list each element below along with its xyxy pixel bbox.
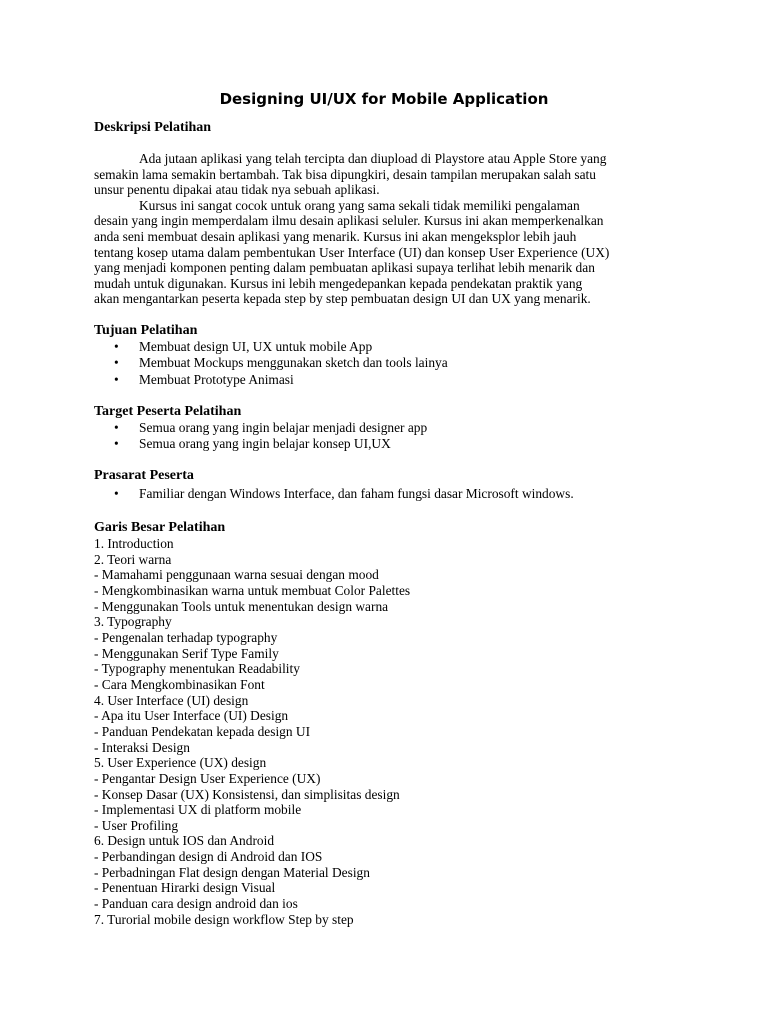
list-item: • Familiar dengan Windows Interface, dan faham fungsi dasar Microsoft windows. — [94, 486, 574, 502]
outline-item: - Interaksi Design — [94, 739, 190, 755]
document-title: Designing UI/UX for Mobile Application — [219, 90, 549, 108]
heading-deskripsi: Deskripsi Pelatihan — [94, 120, 212, 135]
tujuan-list — [94, 339, 448, 388]
paragraph-line: tentang kosep utama dalam pembentukan User Interface (UI) dan konsep User Experience (UX) — [94, 244, 610, 260]
outline-item: - Menggunakan Serif Type Family — [94, 645, 279, 661]
heading-garis-besar: Garis Besar Pelatihan — [94, 520, 226, 535]
paragraph-line: yang menjadi komponen penting dalam pembuatan aplikasi supaya terlihat lebih menarik dan — [94, 260, 595, 276]
paragraph-intro — [94, 151, 674, 307]
outline-item: - Penentuan Hirarki design Visual — [94, 880, 276, 896]
outline-item: - Cara Mengkombinasikan Font — [94, 676, 265, 692]
paragraph-line: Kursus ini sangat cocok untuk orang yang sama sekali tidak memiliki pengalaman — [139, 197, 580, 213]
outline-item: 6. Design untuk IOS dan Android — [94, 833, 275, 849]
paragraph-line: akan mengantarkan peserta kepada step by step pembuatan design UI dan UX yang menarik. — [94, 291, 591, 307]
outline-item: - Panduan cara design android dan ios — [94, 896, 298, 912]
outline-item: - Menggunakan Tools untuk menentukan design warna — [94, 598, 389, 614]
paragraph-line: anda seni membuat desain aplikasi yang menarik. Kursus ini akan mengeksplor lebih jauh — [94, 228, 577, 244]
list-item: • Semua orang yang ingin belajar menjadi designer app — [94, 420, 427, 436]
outline-item: - Konsep Dasar (UX) Konsistensi, dan simplisitas design — [94, 786, 400, 802]
outline-item: - Implementasi UX di platform mobile — [94, 802, 302, 818]
outline-item: 2. Teori warna — [94, 551, 172, 567]
paragraph-line: mudah untuk digunakan. Kursus ini lebih mengedepankan kepada pendekatan praktik yang — [94, 275, 583, 291]
paragraph-line: semakin lama semakin bertambah. Tak bisa dipungkiri, desain tampilan merupakan salah satu — [94, 166, 596, 182]
list-item: • Membuat design UI, UX untuk mobile App — [94, 339, 448, 355]
outline-item: - Panduan Pendekatan kepada design UI — [94, 723, 311, 739]
heading-prasarat: Prasarat Peserta — [94, 468, 194, 483]
outline-item: - Pengenalan terhadap typography — [94, 629, 278, 645]
outline-list — [94, 536, 410, 927]
outline-item: 7. Turorial mobile design workflow Step by step — [94, 911, 354, 927]
paragraph-line: unsur penentu dipakai atau tidak nya sebuah aplikasi. — [94, 182, 380, 198]
outline-item: - Typography menentukan Readability — [94, 661, 300, 677]
heading-tujuan: Tujuan Pelatihan — [94, 323, 198, 338]
list-item: • Semua orang yang ingin belajar konsep UI,UX — [94, 436, 427, 452]
outline-item: - Mengkombinasikan warna untuk membuat Color Palettes — [94, 582, 411, 598]
outline-item: - Perbandingan design di Android dan IOS — [94, 849, 323, 865]
outline-item: - Pengantar Design User Experience (UX) — [94, 770, 321, 786]
outline-item: - Apa itu User Interface (UI) Design — [94, 708, 289, 724]
paragraph-line: Ada jutaan aplikasi yang telah tercipta dan diupload di Playstore atau Apple Store yang — [139, 151, 607, 166]
paragraph-line: desain yang ingin memperdalam ilmu desain aplikasi seluler. Kursus ini akan memperkenalkan — [94, 213, 604, 229]
outline-item: 3. Typography — [94, 614, 172, 630]
list-item: • Membuat Mockups menggunakan sketch dan tools lainya — [94, 355, 448, 371]
outline-item: - User Profiling — [94, 817, 179, 833]
heading-target: Target Peserta Pelatihan — [94, 404, 242, 419]
outline-item: - Mamahami penggunaan warna sesuai dengan mood — [94, 567, 379, 583]
outline-item: 4. User Interface (UI) design — [94, 692, 249, 708]
outline-item: - Perbadningan Flat design dengan Material Design — [94, 864, 370, 880]
outline-item: 5. User Experience (UX) design — [94, 755, 267, 771]
prasarat-list — [94, 486, 574, 502]
outline-item: 1. Introduction — [94, 536, 174, 551]
list-item: • Membuat Prototype Animasi — [94, 372, 448, 388]
target-list — [94, 420, 427, 453]
